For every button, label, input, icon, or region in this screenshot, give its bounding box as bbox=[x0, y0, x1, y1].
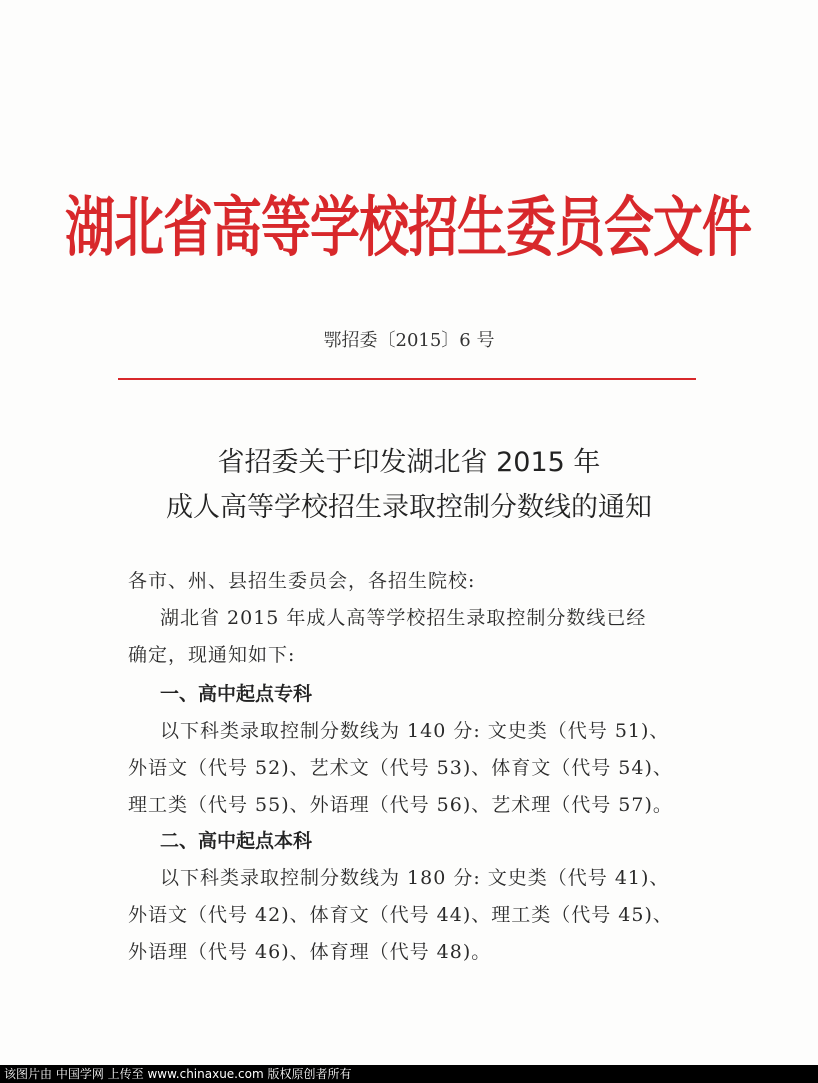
section1-line3: 理工类（代号 55)、外语理（代号 56)、艺术理（代号 57)。 bbox=[128, 794, 673, 816]
section2-heading: 二、高中起点本科 bbox=[160, 830, 313, 852]
section1-heading: 一、高中起点专科 bbox=[160, 683, 313, 705]
issuer-title: 湖北省高等学校招生委员会文件 bbox=[65, 188, 751, 265]
section2-line1: 以下科类录取控制分数线为 180 分: 文史类（代号 41)、 bbox=[160, 867, 670, 889]
watermark-footer: 该图片由 中国学网 上传至 www.chinaxue.com 版权原创者所有 bbox=[0, 1065, 818, 1083]
section2-line2: 外语文（代号 42)、体育文（代号 44)、理工类（代号 45)、 bbox=[128, 904, 673, 926]
notice-title-line1: 省招委关于印发湖北省 2015 年 bbox=[217, 447, 601, 478]
intro-line1: 湖北省 2015 年成人高等学校招生录取控制分数线已经 bbox=[160, 607, 647, 629]
intro-line2: 确定，现通知如下: bbox=[128, 644, 296, 666]
document-number: 鄂招委〔2015〕6 号 bbox=[323, 330, 495, 351]
notice-title-line2: 成人高等学校招生录取控制分数线的通知 bbox=[166, 492, 652, 523]
section1-line1: 以下科类录取控制分数线为 140 分: 文史类（代号 51)、 bbox=[160, 720, 670, 742]
section2-line3: 外语理（代号 46)、体育理（代号 48)。 bbox=[128, 941, 492, 963]
red-divider bbox=[118, 378, 696, 380]
section1-line2: 外语文（代号 52)、艺术文（代号 53)、体育文（代号 54)、 bbox=[128, 757, 673, 779]
salutation: 各市、州、县招生委员会，各招生院校: bbox=[128, 570, 476, 592]
